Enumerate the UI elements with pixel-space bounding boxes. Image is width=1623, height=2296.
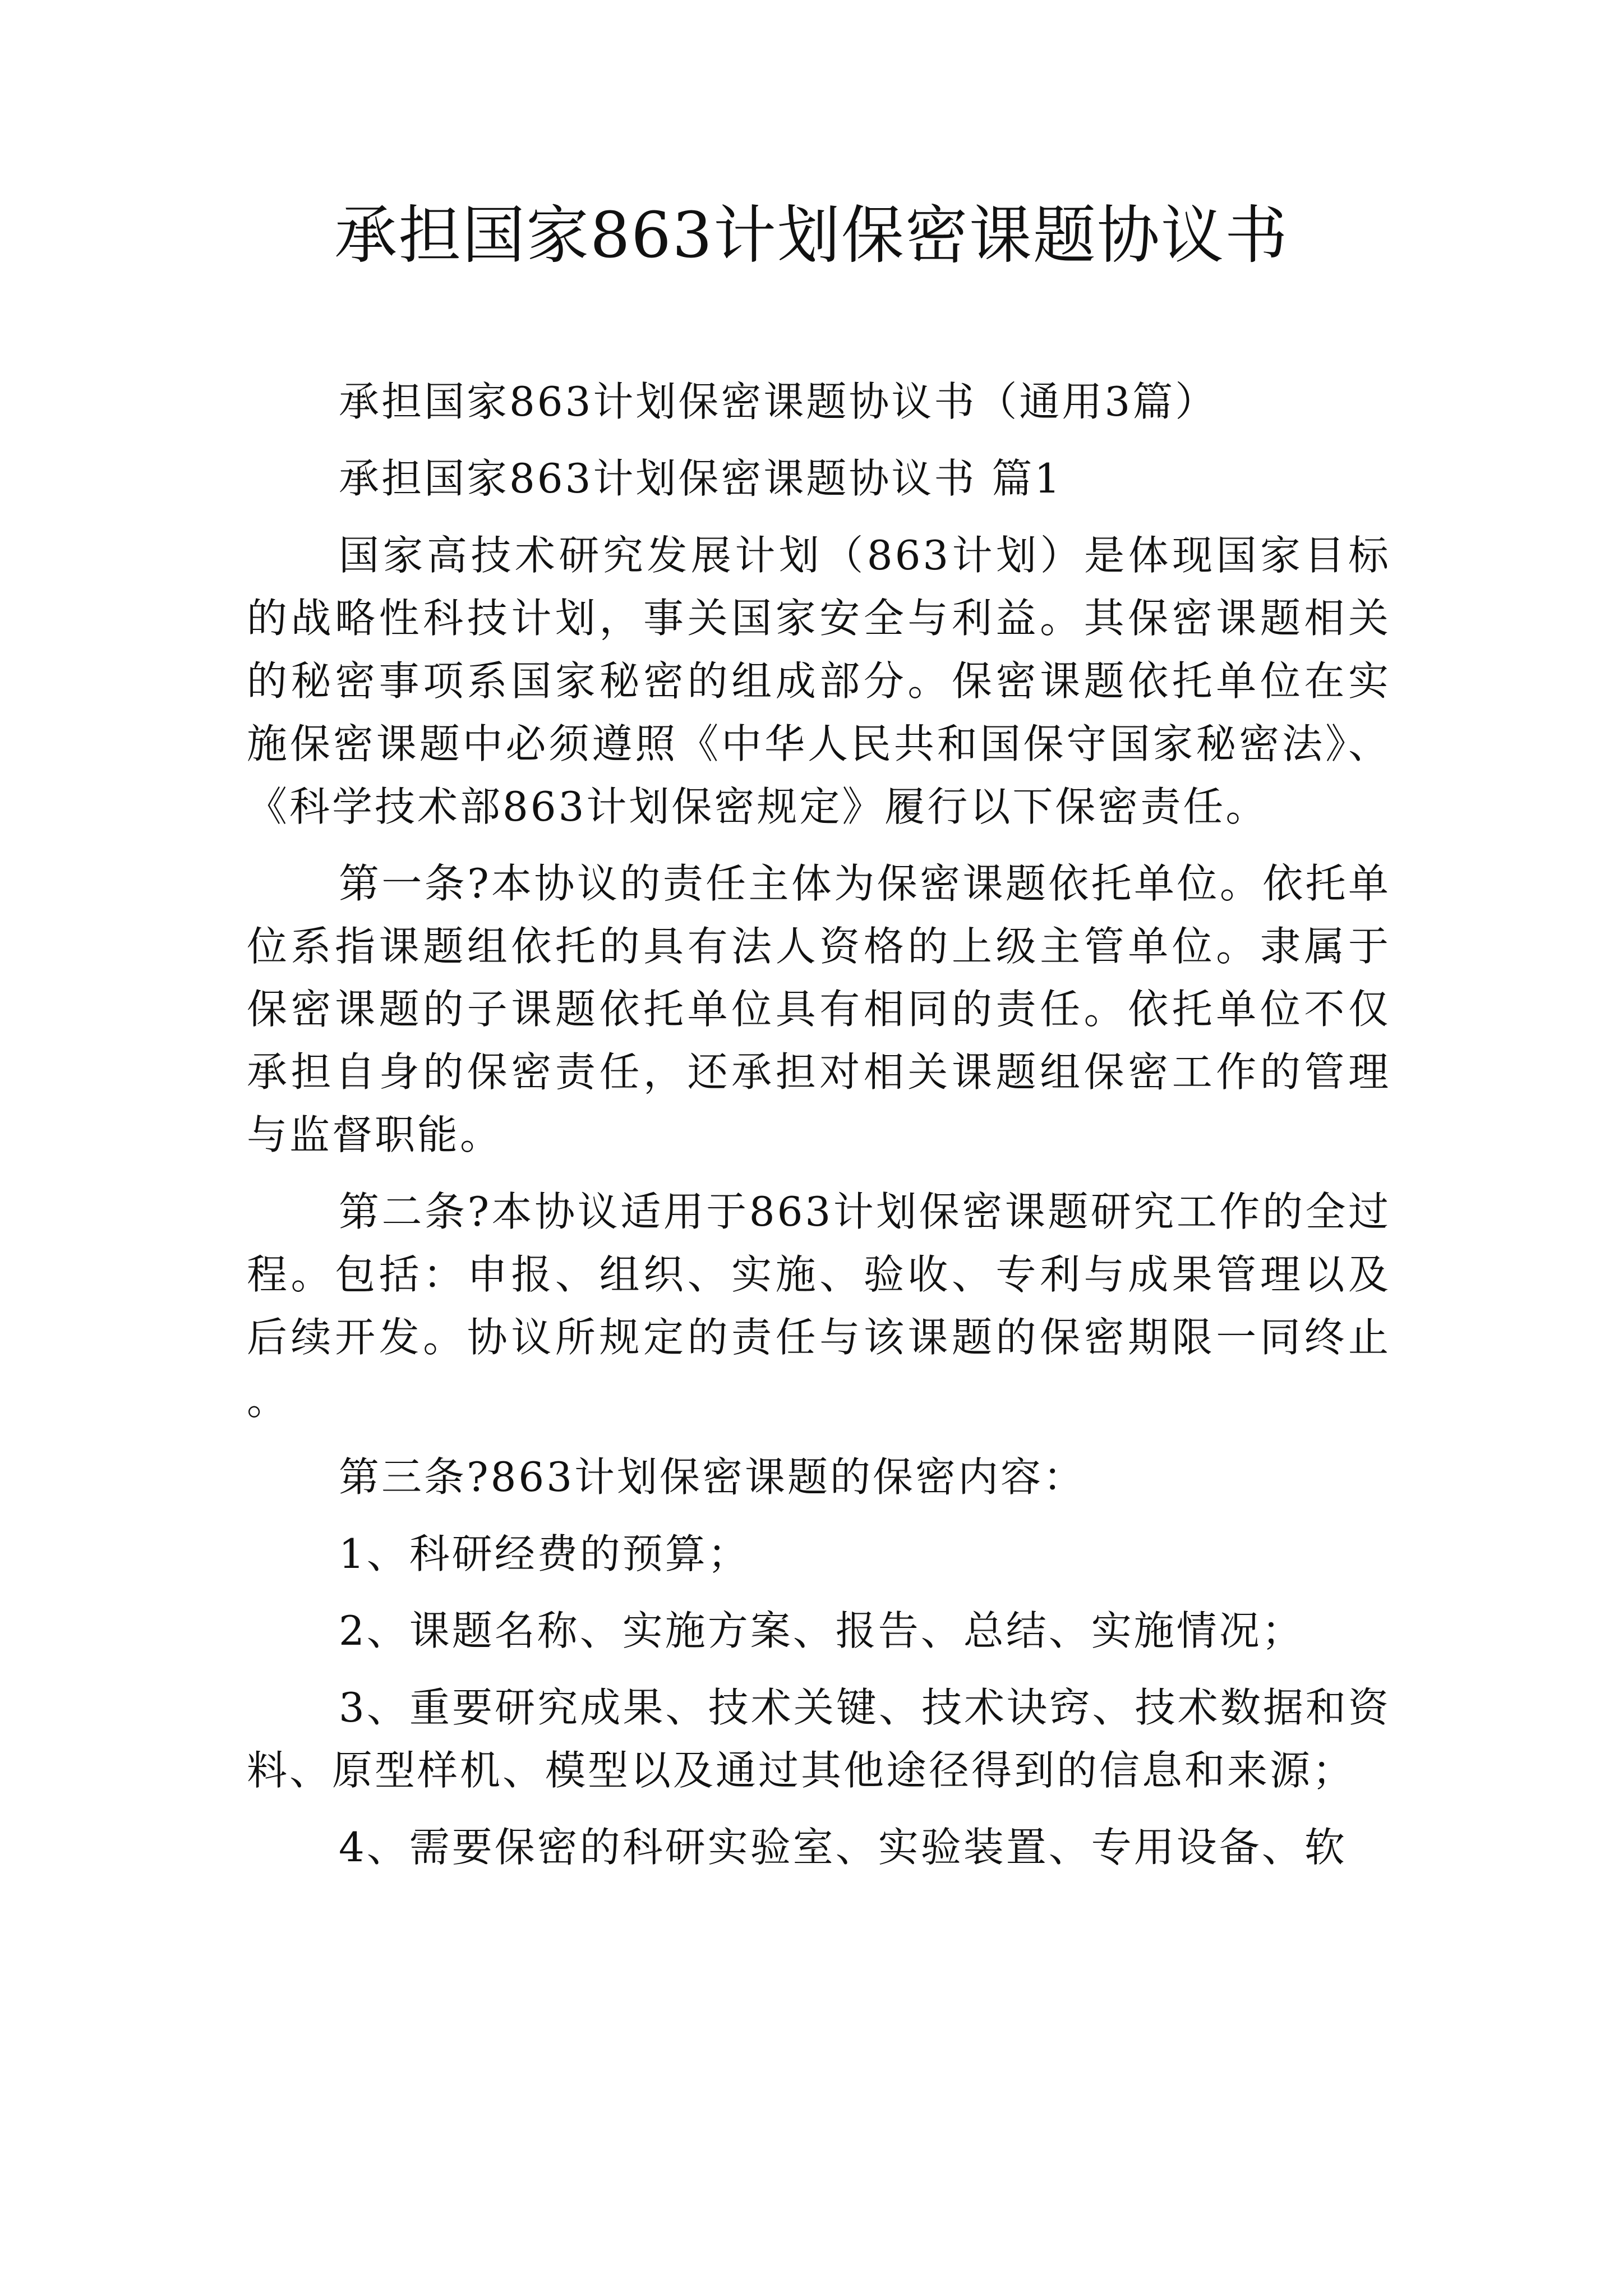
paragraph-article-1: 第一条?本协议的责任主体为保密课题依托单位。依托单位系指课题组依托的具有法人资格的上级主管单位。隶属于保密课题的子课题依托单位具有相同的责任。依托单位不仅承担自身的保密责任，还承担对相关课题组保密工作的管理与监督职能。 (247, 860, 1391, 1158)
document-title: 承担国家863计划保密课题协议书 (334, 199, 1289, 272)
document-body (247, 370, 1391, 1893)
list-item-3: 3、重要研究成果、技术关键、技术诀窍、技术数据和资料、原型样机、模型以及通过其他途径得到的信息和来源； (247, 1684, 1391, 1794)
list-item-1: 1、科研经费的预算； (339, 1530, 750, 1577)
paragraph-article-2: 第二条?本协议适用于863计划保密课题研究工作的全过程。包括：申报、组织、实施、验收、专利与成果管理以及后续开发。协议所规定的责任与该课题的保密期限一同终止。 (247, 1188, 1391, 1424)
paragraph-intro: 国家高技术研究发展计划（863计划）是体现国家目标的战略性科技计划，事关国家安全与利益。其保密课题相关的秘密事项系国家秘密的组成部分。保密课题依托单位在实施保密课题中必须遵照《中华人民共和国保守国家秘密法》、《科学技术部863计划保密规定》履行以下保密责任。 (247, 532, 1391, 830)
paragraph-article-3: 第三条?863计划保密课题的保密内容： (339, 1453, 1086, 1501)
paragraph-part-heading: 承担国家863计划保密课题协议书 篇1 (339, 455, 1063, 502)
list-item-4: 4、需要保密的科研实验室、实验装置、专用设备、软 (339, 1824, 1347, 1871)
list-item-2: 2、课题名称、实施方案、报告、总结、实施情况； (339, 1607, 1304, 1654)
paragraph-subtitle: 承担国家863计划保密课题协议书（通用3篇） (339, 378, 1218, 425)
